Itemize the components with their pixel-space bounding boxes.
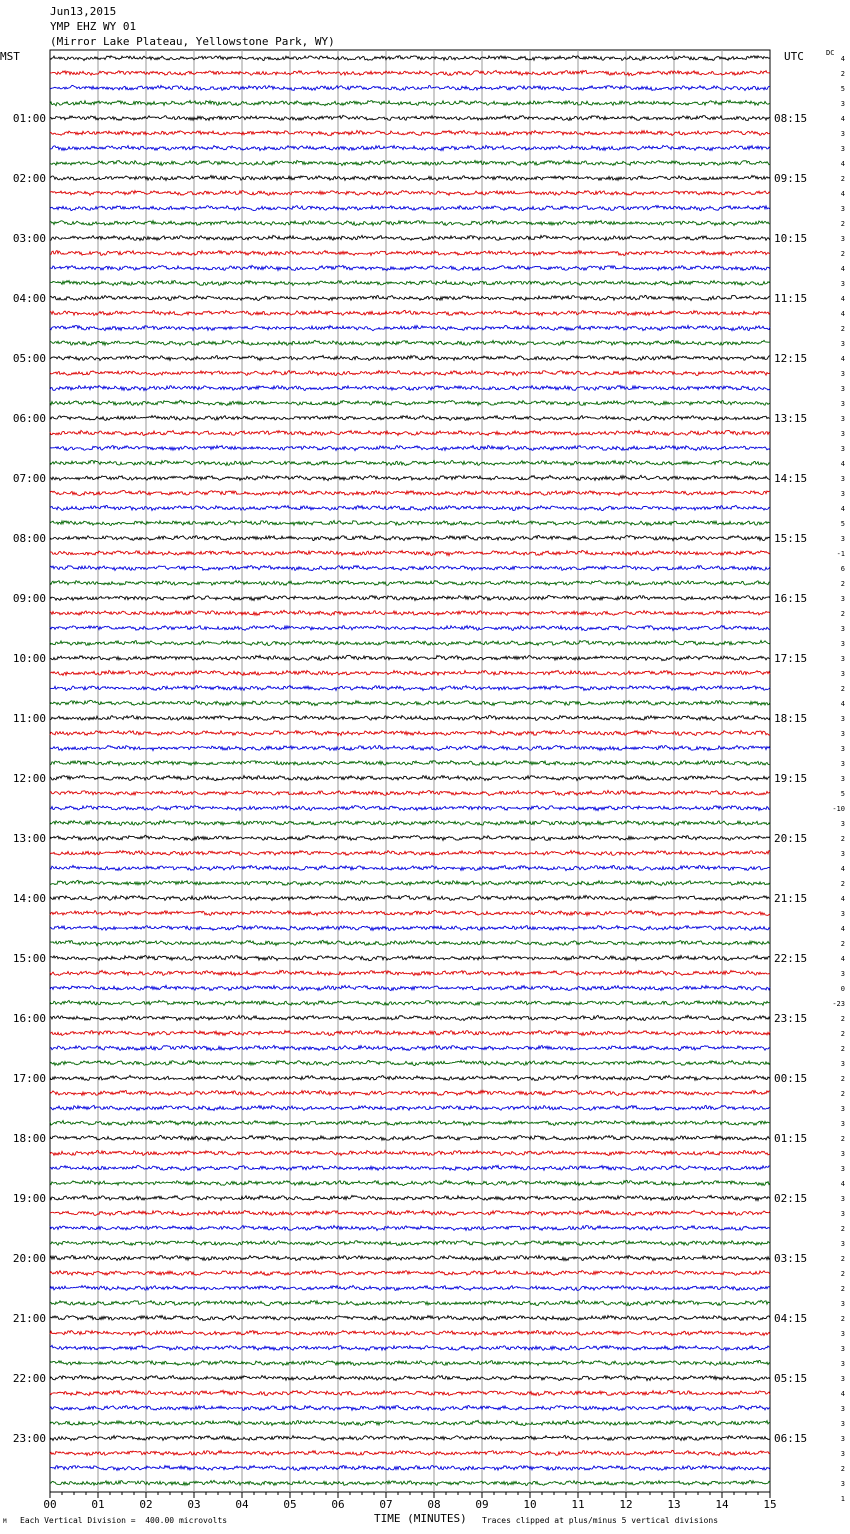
seismic-trace — [50, 670, 770, 675]
dc-offset-value: 3 — [840, 850, 845, 858]
seismic-trace — [50, 940, 770, 945]
seismic-trace — [50, 970, 770, 975]
utc-hour-label: 20:15 — [774, 832, 808, 845]
utc-hour-label: 19:15 — [774, 772, 808, 785]
dc-offset-value: 4 — [840, 955, 845, 963]
dc-offset-value: 4 — [840, 925, 845, 933]
mst-hour-label: 22:00 — [12, 1372, 46, 1385]
dc-offset-value: 3 — [840, 400, 845, 408]
dc-offset-value: 3 — [840, 1060, 845, 1068]
mst-hour-label: 21:00 — [12, 1312, 46, 1325]
seismic-trace — [50, 130, 770, 135]
dc-offset-value: 2 — [840, 1090, 845, 1098]
seismic-trace — [50, 400, 770, 405]
utc-hour-label: 04:15 — [774, 1312, 808, 1325]
dc-offset-value: 3 — [840, 1345, 845, 1353]
x-tick-label: 08 — [427, 1498, 441, 1511]
dc-offset-value: 2 — [840, 1315, 845, 1323]
station-location: (Mirror Lake Plateau, Yellowstone Park, WY) — [50, 35, 335, 48]
utc-hour-label: 11:15 — [774, 292, 808, 305]
x-tick-label: 01 — [91, 1498, 105, 1511]
seismic-trace — [50, 505, 770, 510]
mst-hour-label: 18:00 — [12, 1132, 46, 1145]
dc-offset-value: 3 — [840, 100, 845, 108]
seismic-trace — [50, 985, 770, 990]
seismic-trace — [50, 1180, 770, 1185]
utc-hour-label: 03:15 — [774, 1252, 808, 1265]
x-tick-label: 02 — [139, 1498, 153, 1511]
seismic-trace — [50, 340, 770, 345]
seismic-trace — [50, 865, 770, 870]
utc-hour-label: 06:15 — [774, 1432, 808, 1445]
seismic-trace — [50, 610, 770, 615]
seismic-trace — [50, 1300, 770, 1305]
dc-offset-value: -10 — [832, 805, 845, 813]
mst-label: MST — [0, 50, 20, 63]
seismic-trace — [50, 880, 770, 885]
dc-offset-value: 4 — [840, 190, 845, 198]
seismic-trace — [50, 235, 770, 240]
dc-offset-value: 3 — [840, 340, 845, 348]
dc-offset-value: 3 — [840, 385, 845, 393]
seismic-trace — [50, 1360, 770, 1365]
mst-hour-label: 12:00 — [12, 772, 46, 785]
station-code: YMP EHZ WY 01 — [50, 20, 137, 33]
dc-offset-value: 3 — [840, 595, 845, 603]
seismic-trace — [50, 1195, 770, 1200]
mst-hour-label: 09:00 — [12, 592, 46, 605]
x-axis-title: TIME (MINUTES) — [374, 1512, 467, 1525]
mst-hour-label: 10:00 — [12, 652, 46, 665]
seismic-trace — [50, 521, 770, 526]
seismic-trace — [50, 1345, 770, 1350]
seismic-trace — [50, 1241, 770, 1246]
dc-offset-value: 2 — [840, 1015, 845, 1023]
seismic-trace — [50, 895, 770, 900]
dc-offset-value: 3 — [840, 1195, 845, 1203]
seismic-trace — [50, 850, 770, 855]
dc-offset-value: 2 — [840, 70, 845, 78]
seismic-trace — [50, 251, 770, 256]
seismic-trace — [50, 430, 770, 435]
dc-offset-value: 4 — [840, 265, 845, 273]
mst-hour-label: 03:00 — [12, 232, 46, 245]
dc-offset-value: 2 — [840, 685, 845, 693]
dc-offset-value: 3 — [840, 670, 845, 678]
seismic-trace — [50, 175, 770, 180]
seismic-trace — [50, 1075, 770, 1080]
seismic-trace — [50, 1285, 770, 1290]
dc-offset-value: 3 — [840, 490, 845, 498]
seismic-trace — [50, 145, 770, 150]
seismic-trace — [50, 1150, 770, 1155]
utc-hour-label: 15:15 — [774, 532, 808, 545]
seismic-trace — [50, 265, 770, 270]
dc-offset-value: -23 — [832, 1000, 845, 1008]
dc-offset-value: 3 — [840, 445, 845, 453]
dc-offset-value: 2 — [840, 940, 845, 948]
seismic-trace — [50, 1465, 770, 1470]
x-tick-label: 15 — [763, 1498, 777, 1511]
seismic-trace — [50, 1090, 770, 1095]
seismic-trace — [50, 1331, 770, 1336]
utc-hour-label: 08:15 — [774, 112, 808, 125]
seismic-trace — [50, 595, 770, 600]
seismic-trace — [50, 1420, 770, 1425]
dc-offset-value: 3 — [840, 745, 845, 753]
utc-hour-label: 10:15 — [774, 232, 808, 245]
mst-hour-label: 08:00 — [12, 532, 46, 545]
mst-hour-label: 01:00 — [12, 112, 46, 125]
dc-offset-value: 3 — [840, 910, 845, 918]
seismic-trace — [50, 460, 770, 465]
dc-offset-value: 3 — [840, 625, 845, 633]
dc-offset-value: 3 — [840, 1360, 845, 1368]
x-tick-label: 12 — [619, 1498, 633, 1511]
scale-note: Each Vertical Division = 400.00 microvolts — [20, 1516, 228, 1525]
dc-offset-value: 3 — [840, 775, 845, 783]
dc-offset-value: 3 — [840, 1420, 845, 1428]
dc-offset-value: 3 — [840, 415, 845, 423]
dc-offset-value: 1 — [840, 1495, 845, 1503]
dc-offset-value: 3 — [840, 370, 845, 378]
utc-hour-label: 09:15 — [774, 172, 808, 185]
dc-offset-value: 2 — [840, 610, 845, 618]
dc-offset-value: 3 — [840, 280, 845, 288]
dc-offset-value: 0 — [840, 985, 845, 993]
dc-offset-value: 5 — [840, 520, 845, 528]
x-tick-label: 09 — [475, 1498, 489, 1511]
seismic-trace — [50, 355, 770, 360]
seismic-trace — [50, 325, 770, 330]
dc-offset-value: 2 — [840, 580, 845, 588]
x-tick-label: 14 — [715, 1498, 729, 1511]
dc-label: DC — [826, 49, 835, 57]
seismic-trace — [50, 581, 770, 586]
dc-offset-value: 2 — [840, 1030, 845, 1038]
seismic-trace — [50, 806, 770, 811]
seismic-trace — [50, 1121, 770, 1126]
seismic-trace — [50, 1480, 770, 1485]
dc-offset-value: 3 — [840, 715, 845, 723]
seismic-trace — [50, 956, 770, 961]
utc-hour-label: 17:15 — [774, 652, 808, 665]
utc-label: UTC — [784, 50, 804, 63]
seismic-trace — [50, 56, 770, 61]
dc-offset-value: 3 — [840, 655, 845, 663]
mst-hour-label: 05:00 — [12, 352, 46, 365]
seismic-trace — [50, 1061, 770, 1066]
utc-hour-label: 16:15 — [774, 592, 808, 605]
dc-offset-value: 2 — [840, 1270, 845, 1278]
dc-offset-value: 3 — [840, 1240, 845, 1248]
utc-hour-label: 18:15 — [774, 712, 808, 725]
seismic-trace — [50, 415, 770, 420]
dc-offset-value: 3 — [840, 820, 845, 828]
dc-offset-value: 3 — [840, 1165, 845, 1173]
seismic-trace — [50, 100, 770, 105]
seismic-trace — [50, 1135, 770, 1140]
dc-offset-value: 3 — [840, 1405, 845, 1413]
mst-hour-label: 02:00 — [12, 172, 46, 185]
dc-offset-value: 4 — [840, 700, 845, 708]
dc-offset-value: 4 — [840, 295, 845, 303]
dc-offset-value: 3 — [840, 1210, 845, 1218]
seismic-trace — [50, 640, 770, 645]
mst-hour-label: 17:00 — [12, 1072, 46, 1085]
x-tick-label: 03 — [187, 1498, 201, 1511]
dc-offset-value: 2 — [840, 1135, 845, 1143]
utc-hour-label: 14:15 — [774, 472, 808, 485]
utc-hour-label: 22:15 — [774, 952, 808, 965]
dc-offset-value: 3 — [840, 1375, 845, 1383]
mst-hour-label: 04:00 — [12, 292, 46, 305]
seismic-trace — [50, 160, 770, 165]
dc-offset-value: 4 — [840, 460, 845, 468]
dc-offset-value: 4 — [840, 115, 845, 123]
seismic-trace — [50, 776, 770, 781]
mst-hour-label: 14:00 — [12, 892, 46, 905]
dc-offset-value: 3 — [840, 970, 845, 978]
mst-hour-label: 15:00 — [12, 952, 46, 965]
dc-offset-value: 3 — [840, 640, 845, 648]
dc-offset-value: 2 — [840, 1285, 845, 1293]
dc-offset-value: 4 — [840, 1180, 845, 1188]
seismic-trace — [50, 371, 770, 376]
seismic-trace — [50, 1255, 770, 1260]
dc-offset-value: 6 — [840, 565, 845, 573]
seismic-trace — [50, 1316, 770, 1321]
seismic-trace — [50, 295, 770, 300]
seismic-trace — [50, 790, 770, 795]
dc-offset-value: 2 — [840, 220, 845, 228]
seismic-trace — [50, 535, 770, 540]
utc-hour-label: 21:15 — [774, 892, 808, 905]
dc-offset-value: 3 — [840, 1120, 845, 1128]
dc-offset-value: 4 — [840, 355, 845, 363]
dc-offset-value: -1 — [836, 550, 845, 558]
seismic-trace — [50, 820, 770, 825]
seismic-trace — [50, 730, 770, 735]
seismic-trace — [50, 745, 770, 750]
seismic-trace — [50, 655, 770, 660]
dc-offset-value: 3 — [840, 1330, 845, 1338]
utc-hour-label: 05:15 — [774, 1372, 808, 1385]
x-tick-label: 04 — [235, 1498, 249, 1511]
seismic-trace — [50, 835, 770, 840]
seismic-trace — [50, 716, 770, 721]
logo-mark-icon: M — [3, 1518, 7, 1525]
dc-offset-value: 2 — [840, 1225, 845, 1233]
dc-offset-value: 3 — [840, 430, 845, 438]
utc-hour-label: 02:15 — [774, 1192, 808, 1205]
seismic-trace — [50, 1225, 770, 1230]
dc-offset-value: 5 — [840, 85, 845, 93]
seismic-trace — [50, 1270, 770, 1275]
seismic-trace — [50, 1105, 770, 1110]
dc-offset-value: 3 — [840, 1300, 845, 1308]
dc-offset-value: 3 — [840, 1105, 845, 1113]
seismic-trace — [50, 1045, 770, 1050]
utc-hour-label: 00:15 — [774, 1072, 808, 1085]
seismic-trace — [50, 1015, 770, 1020]
mst-hour-label: 23:00 — [12, 1432, 46, 1445]
seismic-trace — [50, 281, 770, 286]
dc-offset-value: 2 — [840, 1075, 845, 1083]
dc-offset-value: 2 — [840, 250, 845, 258]
mst-hour-label: 20:00 — [12, 1252, 46, 1265]
mst-hour-label: 19:00 — [12, 1192, 46, 1205]
seismic-trace — [50, 1210, 770, 1215]
x-tick-label: 13 — [667, 1498, 681, 1511]
utc-hour-label: 13:15 — [774, 412, 808, 425]
x-tick-label: 05 — [283, 1498, 297, 1511]
dc-offset-value: 4 — [840, 865, 845, 873]
dc-offset-value: 2 — [840, 175, 845, 183]
x-tick-label: 00 — [43, 1498, 57, 1511]
dc-offset-value: 2 — [840, 1255, 845, 1263]
seismic-trace — [50, 85, 770, 90]
dc-offset-value: 3 — [840, 130, 845, 138]
dc-offset-value: 4 — [840, 1390, 845, 1398]
mst-hour-label: 07:00 — [12, 472, 46, 485]
seismic-trace — [50, 910, 770, 915]
seismic-trace — [50, 1435, 770, 1440]
utc-hour-label: 01:15 — [774, 1132, 808, 1145]
dc-offset-value: 3 — [840, 205, 845, 213]
dc-offset-value: 4 — [840, 55, 845, 63]
seismic-trace — [50, 760, 770, 765]
dc-offset-value: 2 — [840, 325, 845, 333]
seismic-trace — [50, 1375, 770, 1380]
seismic-trace — [50, 926, 770, 931]
seismic-trace — [50, 220, 770, 225]
seismic-trace — [50, 70, 770, 75]
seismic-trace — [50, 1450, 770, 1455]
mst-hour-label: 16:00 — [12, 1012, 46, 1025]
dc-offset-value: 4 — [840, 505, 845, 513]
seismic-trace — [50, 385, 770, 390]
dc-offset-value: 5 — [840, 790, 845, 798]
dc-offset-value: 3 — [840, 475, 845, 483]
x-tick-label: 06 — [331, 1498, 345, 1511]
seismic-trace — [50, 1405, 770, 1410]
x-tick-label: 11 — [571, 1498, 585, 1511]
x-tick-label: 07 — [379, 1498, 393, 1511]
dc-offset-value: 4 — [840, 160, 845, 168]
seismic-trace — [50, 1390, 770, 1395]
utc-hour-label: 12:15 — [774, 352, 808, 365]
seismic-trace — [50, 685, 770, 690]
seismic-trace — [50, 490, 770, 495]
seismic-trace — [50, 1000, 770, 1005]
mst-hour-label: 06:00 — [12, 412, 46, 425]
seismic-trace — [50, 115, 770, 120]
seismic-trace — [50, 445, 770, 450]
utc-hour-label: 23:15 — [774, 1012, 808, 1025]
dc-offset-value: 2 — [840, 835, 845, 843]
dc-offset-value: 3 — [840, 145, 845, 153]
seismic-trace — [50, 310, 770, 315]
dc-offset-value: 2 — [840, 880, 845, 888]
dc-offset-value: 3 — [840, 1150, 845, 1158]
dc-offset-value: 3 — [840, 235, 845, 243]
seismic-trace — [50, 190, 770, 195]
clip-note: Traces clipped at plus/minus 5 vertical divisions — [482, 1516, 719, 1525]
seismic-trace — [50, 625, 770, 630]
dc-offset-value: 3 — [840, 760, 845, 768]
x-tick-label: 10 — [523, 1498, 537, 1511]
seismic-trace — [50, 1030, 770, 1035]
dc-offset-value: 4 — [840, 310, 845, 318]
seismic-trace — [50, 1165, 770, 1170]
mst-hour-label: 13:00 — [12, 832, 46, 845]
mst-hour-label: 11:00 — [12, 712, 46, 725]
dc-offset-value: 3 — [840, 1450, 845, 1458]
seismic-trace — [50, 550, 770, 555]
dc-offset-value: 3 — [840, 1480, 845, 1488]
dc-offset-value: 3 — [840, 730, 845, 738]
dc-offset-value: 4 — [840, 895, 845, 903]
seismic-trace — [50, 206, 770, 211]
dc-offset-value: 3 — [840, 1435, 845, 1443]
seismic-trace — [50, 475, 770, 480]
seismic-trace — [50, 700, 770, 705]
dc-offset-value: 2 — [840, 1045, 845, 1053]
dc-offset-value: 3 — [840, 535, 845, 543]
seismic-trace — [50, 566, 770, 571]
chart-date: Jun13,2015 — [50, 5, 117, 18]
dc-offset-value: 2 — [840, 1465, 845, 1473]
